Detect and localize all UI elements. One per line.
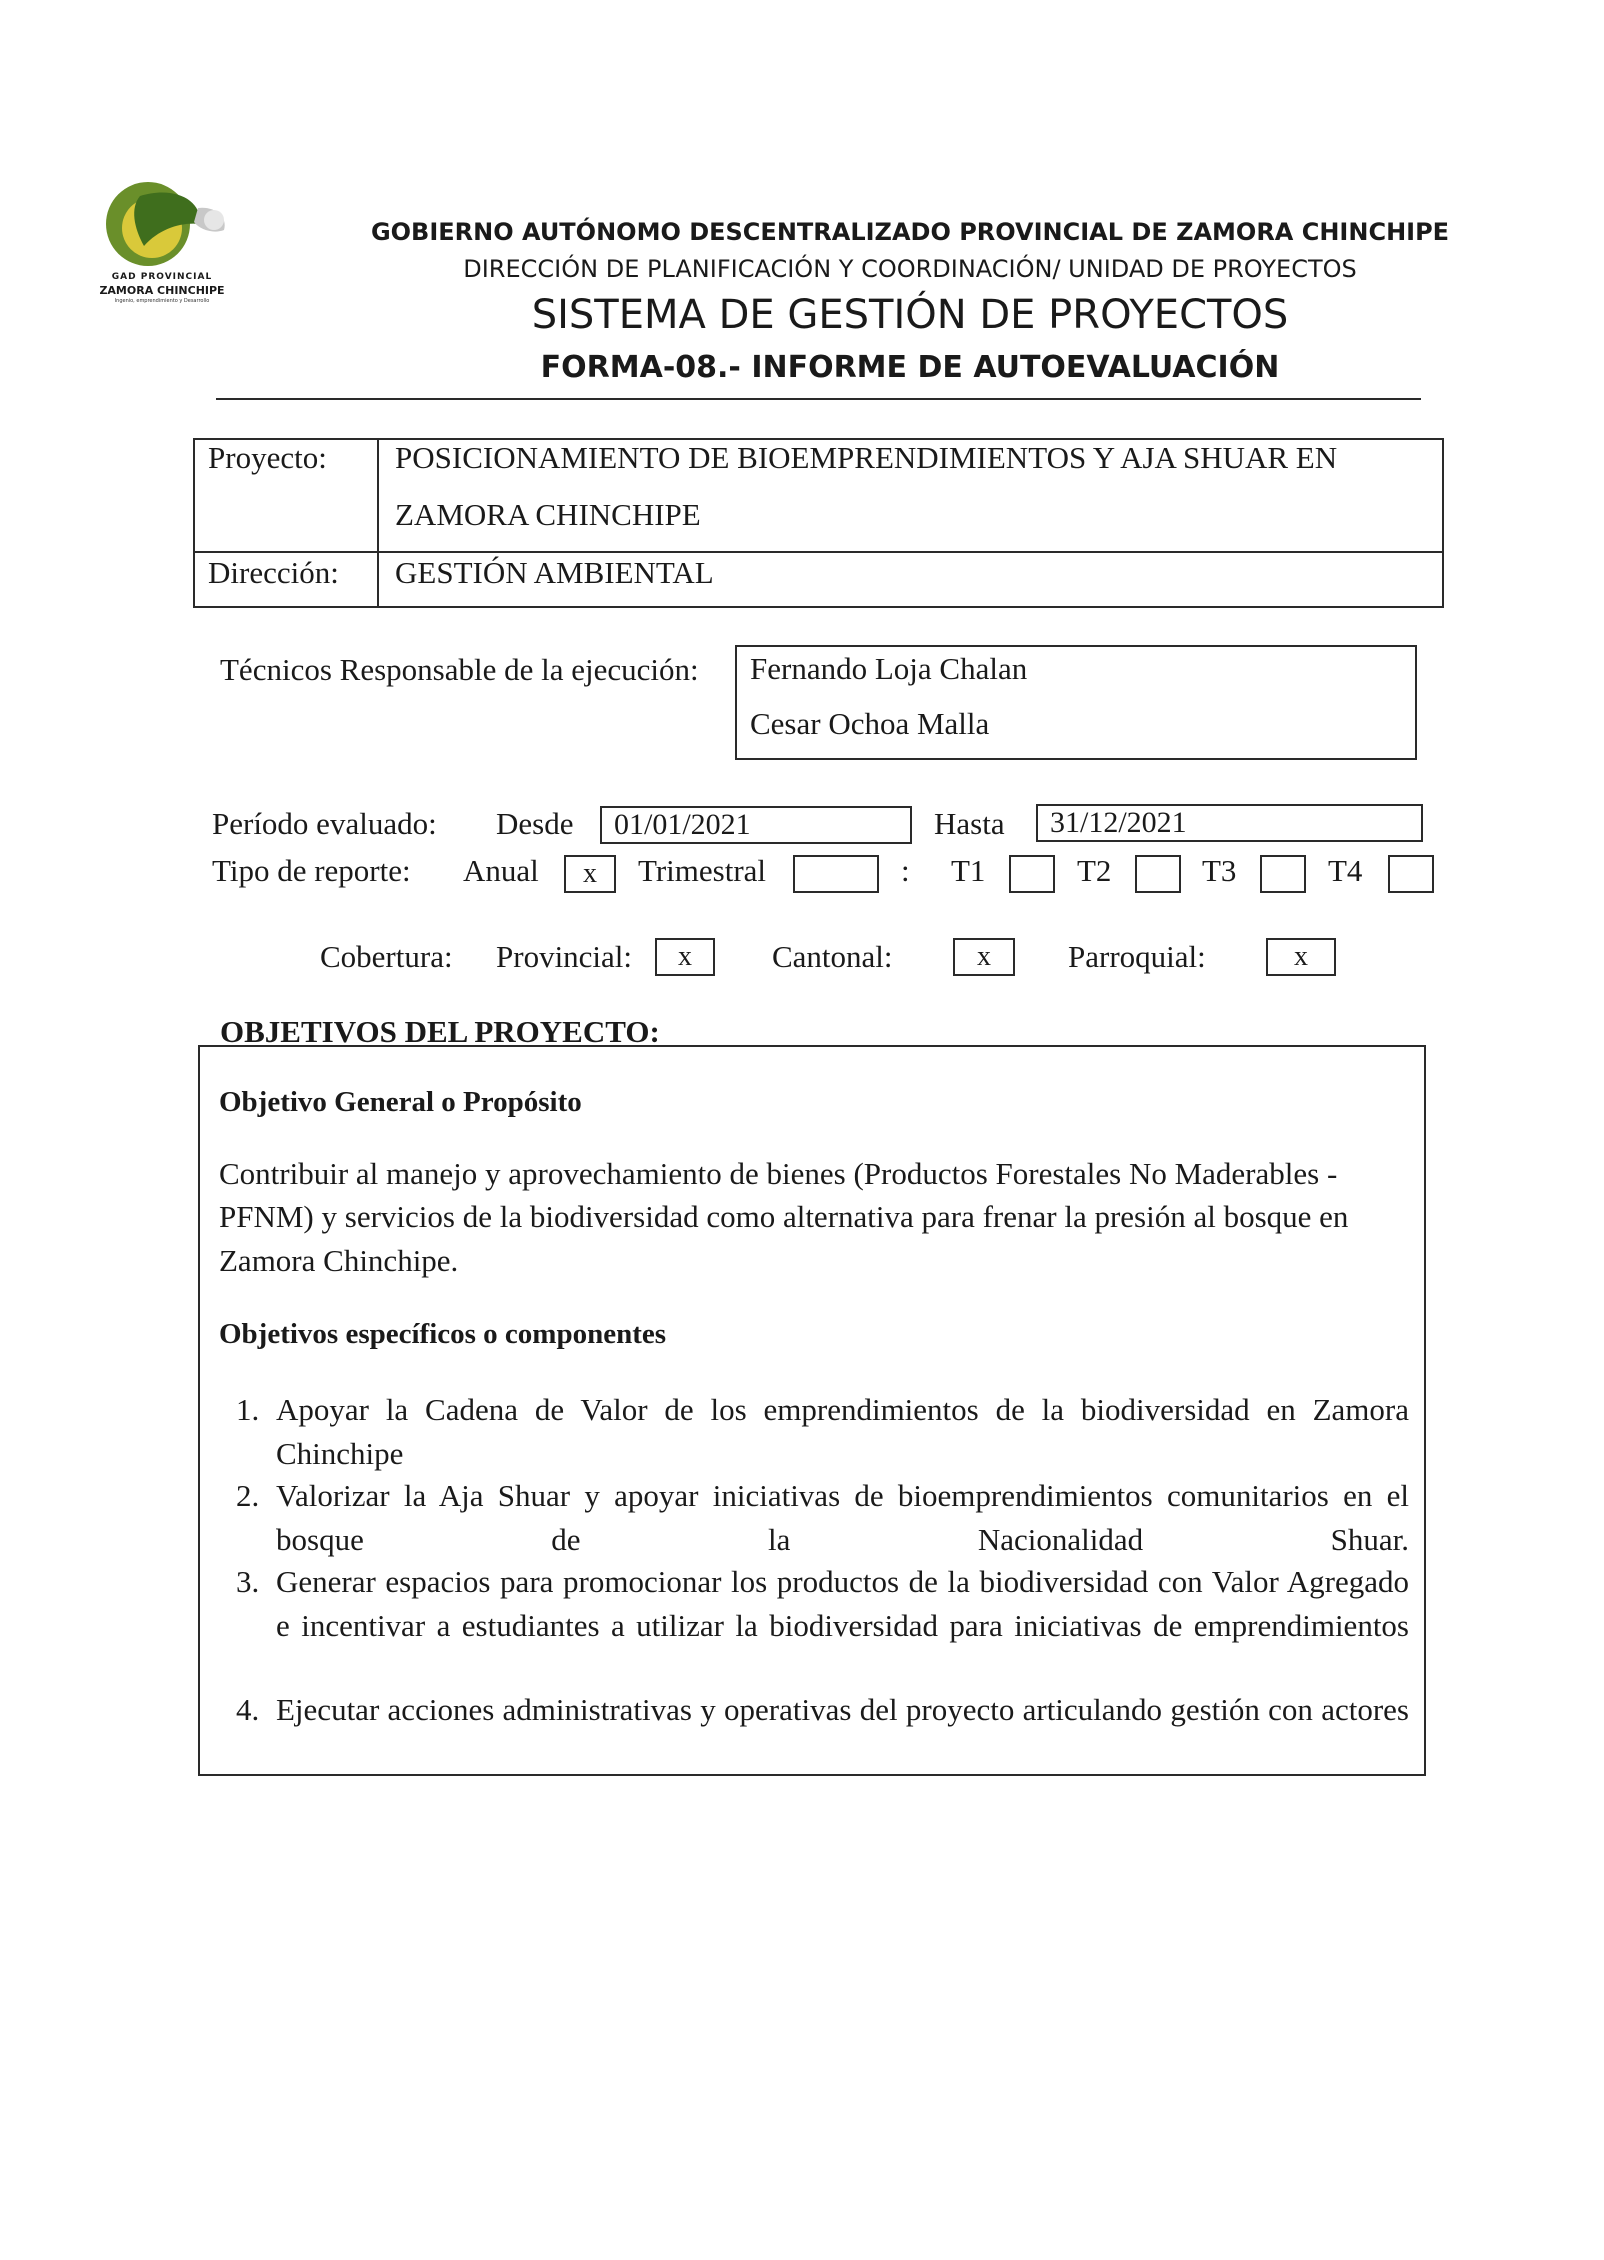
parroquial-checkbox: x <box>1266 938 1336 976</box>
specific-objective-3 <box>236 1560 1409 1692</box>
technician-name-2: Cesar Ochoa Malla <box>750 706 990 741</box>
header-direction: DIRECCIÓN DE PLANIFICACIÓN Y COORDINACIÓN/ UNIDAD DE PROYECTOS <box>463 255 1357 283</box>
t2-checkbox <box>1135 855 1181 893</box>
period-to-label: Hasta <box>934 806 1005 841</box>
period-label: Período evaluado: <box>212 806 437 841</box>
quarterly-label: Trimestral <box>638 853 767 888</box>
period-from-field <box>600 806 912 844</box>
header-system: SISTEMA DE GESTIÓN DE PROYECTOS <box>531 292 1289 338</box>
general-objective-line3: Zamora Chinchipe. <box>219 1243 459 1278</box>
specific-objective-4-num: 4. <box>236 1692 260 1727</box>
provincial-checkbox: x <box>655 938 715 976</box>
header-form: FORMA-08.- INFORME DE AUTOEVALUACIÓN <box>540 350 1280 385</box>
period-from-label: Desde <box>496 806 574 841</box>
report-type-label: Tipo de reporte: <box>212 853 411 888</box>
t4-checkbox <box>1388 855 1434 893</box>
t2-label: T2 <box>1077 853 1112 888</box>
technician-name-1: Fernando Loja Chalan <box>750 651 1028 686</box>
gad-logo <box>82 168 242 308</box>
objectives-section-title: OBJETIVOS DEL PROYECTO: <box>220 1014 660 1049</box>
specific-objective-1-text: Apoyar la Cadena de Valor de los emprendimientos de la biodiversidad en Zamora Chinchipe <box>276 1392 1409 1471</box>
cantonal-checkbox: x <box>953 938 1015 976</box>
logo-line2: ZAMORA CHINCHIPE <box>99 284 225 297</box>
general-objective-line2: PFNM) y servicios de la biodiversidad como alternativa para frenar la presión al bosque en <box>219 1199 1349 1234</box>
project-table-vline <box>377 438 379 608</box>
annual-label: Anual <box>463 853 539 888</box>
specific-objective-3-num: 3. <box>236 1564 260 1599</box>
leaf-logo-icon <box>82 168 242 278</box>
header-org: GOBIERNO AUTÓNOMO DESCENTRALIZADO PROVINCIAL DE ZAMORA CHINCHIPE <box>370 218 1450 246</box>
specific-objective-2-text: Valorizar la Aja Shuar y apoyar iniciativas de bioemprendimientos comunitarios en el bosque de la Nacionalidad Shuar. <box>276 1478 1409 1557</box>
direction-label: Dirección: <box>208 555 339 590</box>
header-rule <box>216 398 1421 400</box>
project-value-line2: ZAMORA CHINCHIPE <box>395 497 701 532</box>
parroquial-label: Parroquial: <box>1068 939 1206 974</box>
project-label: Proyecto: <box>208 440 327 475</box>
quarterly-colon: : <box>901 853 910 888</box>
period-from-value: 01/01/2021 <box>614 808 751 841</box>
t3-checkbox <box>1260 855 1306 893</box>
project-value-line1: POSICIONAMIENTO DE BIOEMPRENDIMIENTOS Y AJA SHUAR EN <box>395 440 1338 475</box>
project-table-hline <box>193 551 1444 553</box>
t4-label: T4 <box>1328 853 1363 888</box>
period-to-field <box>1036 804 1423 842</box>
quarterly-checkbox <box>793 855 879 893</box>
cantonal-label: Cantonal: <box>772 939 893 974</box>
specific-objectives-title: Objetivos específicos o componentes <box>219 1318 667 1350</box>
specific-objective-1-num: 1. <box>236 1392 260 1427</box>
specific-objective-2-num: 2. <box>236 1478 260 1513</box>
period-to-value: 31/12/2021 <box>1050 806 1187 839</box>
technicians-label: Técnicos Responsable de la ejecución: <box>220 652 699 687</box>
direction-value: GESTIÓN AMBIENTAL <box>395 555 714 590</box>
general-objective-title: Objetivo General o Propósito <box>219 1086 582 1118</box>
annual-checkbox: x <box>564 855 616 893</box>
specific-objective-4 <box>236 1688 1409 1776</box>
specific-objective-3-text: Generar espacios para promocionar los productos de la biodiversidad con Valor Agregado e incentivar a estudiantes a utilizar la biodiversidad para iniciativas de emprendimientos <box>276 1564 1409 1643</box>
t3-label: T3 <box>1202 853 1237 888</box>
t1-checkbox <box>1009 855 1055 893</box>
logo-line1: GAD PROVINCIAL <box>111 272 213 282</box>
provincial-label: Provincial: <box>496 939 633 974</box>
t1-label: T1 <box>951 853 986 888</box>
general-objective-line1: Contribuir al manejo y aprovechamiento de bienes (Productos Forestales No Maderables - <box>219 1156 1338 1191</box>
specific-objective-4-text: Ejecutar acciones administrativas y operativas del proyecto articulando gestión con actores <box>276 1692 1409 1727</box>
logo-tagline: Ingenio, emprendimiento y Desarrollo <box>114 298 210 304</box>
coverage-label: Cobertura: <box>320 939 453 974</box>
